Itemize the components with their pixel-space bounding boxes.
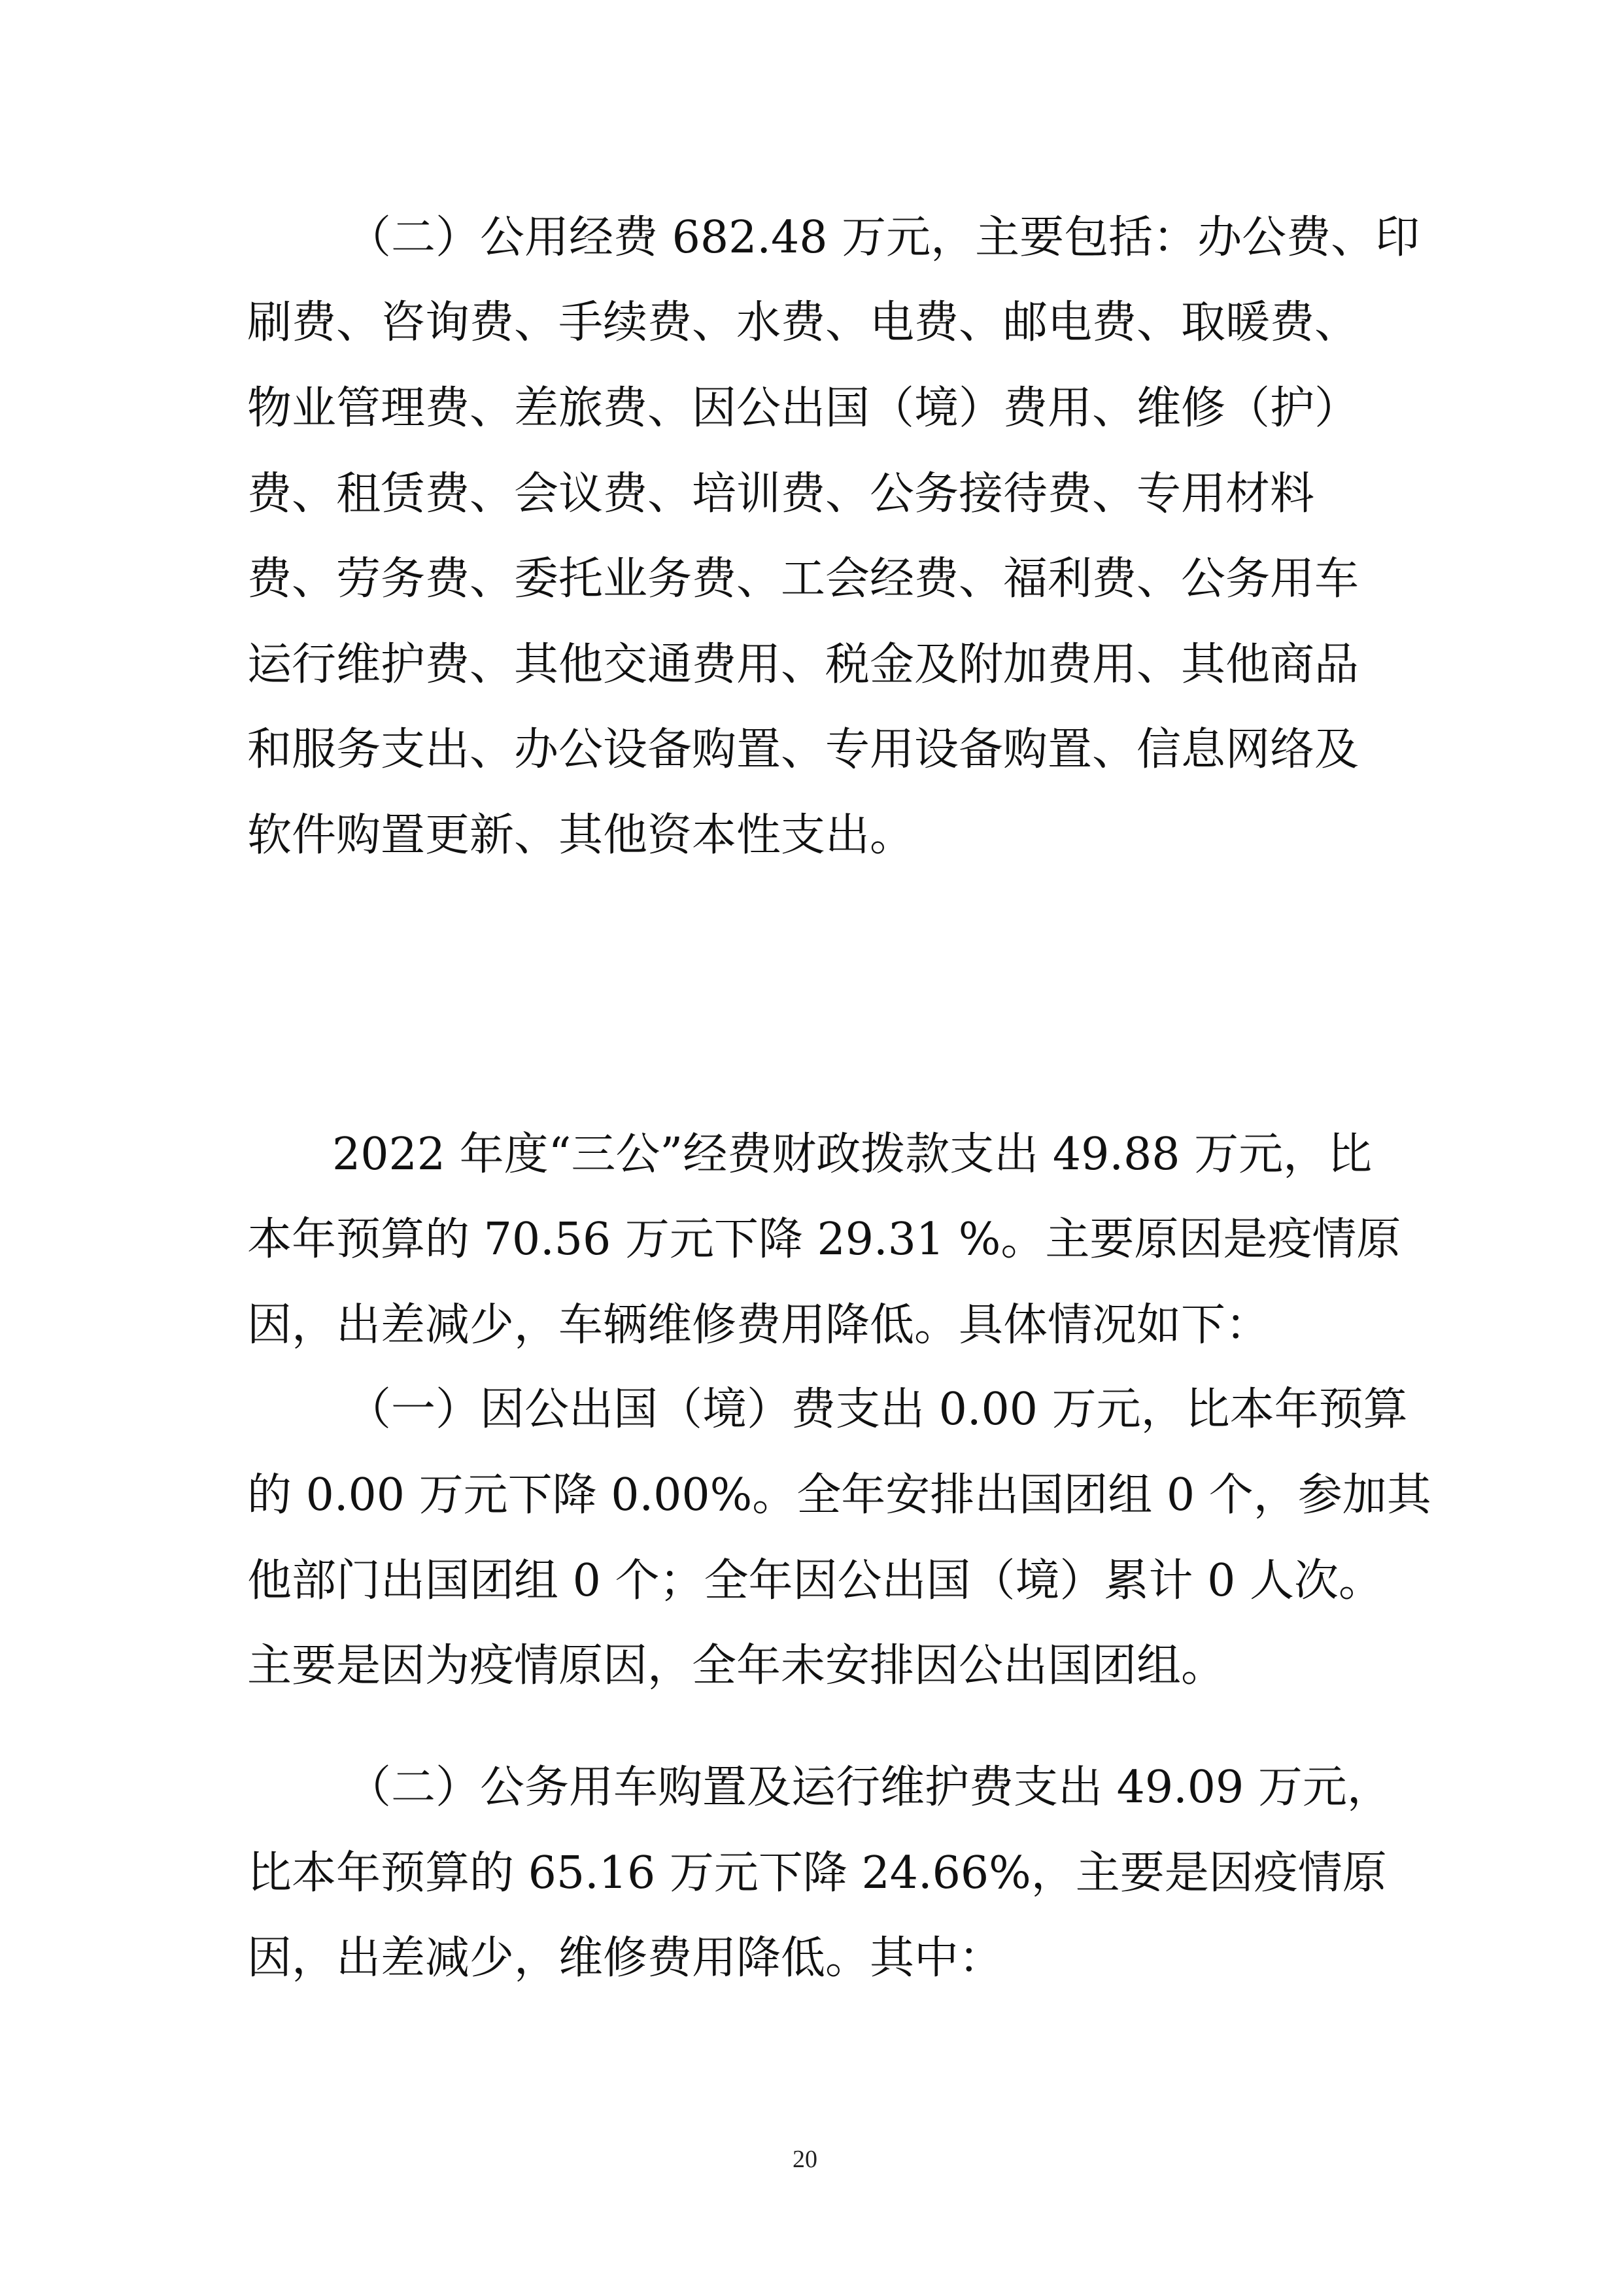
text-line: 运行维护费、其他交通费用、税金及附加费用、其他商品 [247, 639, 1359, 691]
text-line: 的 0.00 万元下降 0.00%。全年安排出国团组 0 个，参加其 [247, 1469, 1431, 1521]
text-line: 比本年预算的 65.16 万元下降 24.66%，主要是因疫情原 [247, 1847, 1387, 1899]
text-line: 和服务支出、办公设备购置、专用设备购置、信息网络及 [247, 724, 1359, 776]
text-line: 因，出差减少，车辆维修费用降低。具体情况如下： [247, 1299, 1271, 1351]
text-line: （二）公务用车购置及运行维护费支出 49.09 万元， [347, 1762, 1392, 1813]
text-line: 刷费、咨询费、手续费、水费、电费、邮电费、取暖费、 [247, 297, 1359, 349]
text-line: 费、劳务费、委托业务费、工会经费、福利费、公务用车 [247, 553, 1359, 605]
text-line: 他部门出国团组 0 个；全年因公出国（境）累计 0 人次。 [247, 1555, 1383, 1607]
text-line: 主要是因为疫情原因，全年未安排因公出国团组。 [247, 1640, 1226, 1692]
page-number: 20 [793, 2146, 817, 2173]
text-line: 2022 年度“三公”经费财政拨款支出 49.88 万元，比 [332, 1129, 1373, 1180]
text-line: 本年预算的 70.56 万元下降 29.31 %。主要原因是疫情原 [247, 1214, 1401, 1265]
text-line: 费、租赁费、会议费、培训费、公务接待费、专用材料 [247, 468, 1315, 520]
text-line: 软件购置更新、其他资本性支出。 [247, 810, 915, 861]
text-line: （一）因公出国（境）费支出 0.00 万元，比本年预算 [347, 1384, 1408, 1435]
text-line: （二）公用经费 682.48 万元，主要包括：办公费、印 [347, 212, 1420, 264]
text-line: 因，出差减少，维修费用降低。其中： [247, 1932, 1004, 1984]
text-line: 物业管理费、差旅费、因公出国（境）费用、维修（护） [247, 383, 1359, 434]
